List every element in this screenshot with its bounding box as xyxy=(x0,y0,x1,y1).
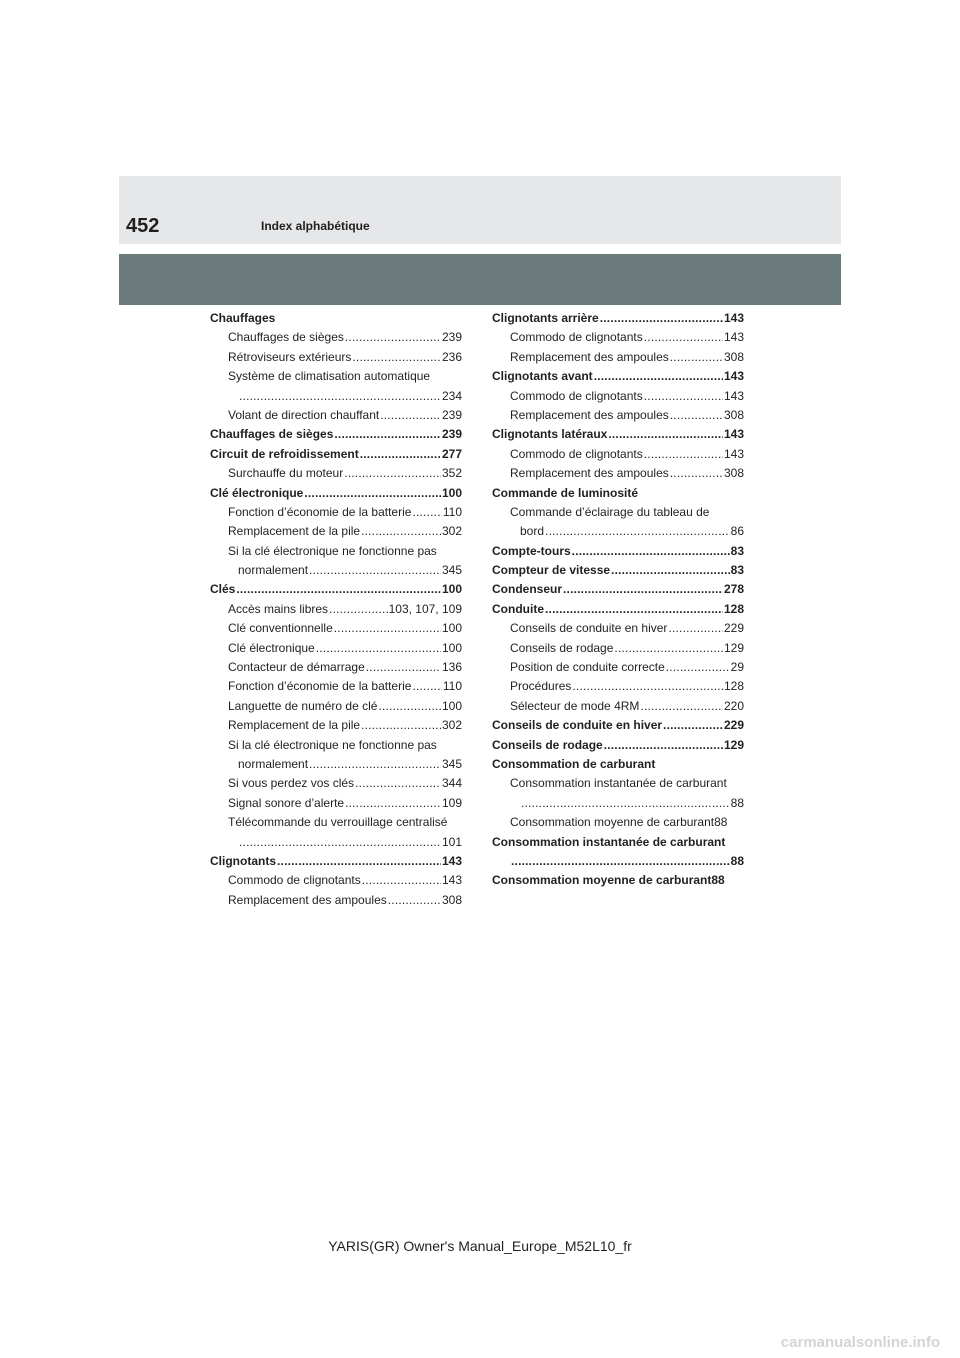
index-entry-term: normalement xyxy=(238,756,309,771)
index-entry xyxy=(492,600,744,619)
index-entry-term: Commodo de clignotants xyxy=(510,388,643,403)
index-entry xyxy=(210,697,462,716)
index-entry-term: Commodo de clignotants xyxy=(228,873,361,888)
index-entry-term: Remplacement de la pile xyxy=(228,524,361,539)
index-entry xyxy=(210,755,462,774)
leader-dots xyxy=(366,658,441,677)
index-entry-page: 29 xyxy=(730,660,744,675)
leader-dots xyxy=(344,464,441,483)
index-entry-term: Consommation moyenne de carburant xyxy=(492,873,712,888)
index-entry xyxy=(210,580,462,599)
leader-dots xyxy=(380,406,441,425)
index-entry xyxy=(210,445,462,464)
leader-dots xyxy=(521,794,730,813)
index-entry xyxy=(492,794,744,813)
leader-dots xyxy=(355,774,441,793)
index-entry-page: 345 xyxy=(441,756,462,771)
leader-dots xyxy=(644,445,723,464)
index-entry-term: Remplacement de la pile xyxy=(228,718,361,733)
index-entry-page: 100 xyxy=(441,621,462,636)
leader-dots xyxy=(644,387,723,406)
index-entry-page: 308 xyxy=(441,892,462,907)
leader-dots xyxy=(640,697,723,716)
section-banner xyxy=(119,254,841,305)
index-entry xyxy=(210,561,462,580)
leader-dots xyxy=(309,755,441,774)
index-entry xyxy=(492,716,744,735)
index-entry-page: 100 xyxy=(441,582,462,597)
leader-dots xyxy=(545,600,723,619)
index-column-left xyxy=(210,309,462,910)
leader-dots xyxy=(666,658,730,677)
index-entry-term: Chauffages de sièges xyxy=(228,330,344,345)
leader-dots xyxy=(334,619,441,638)
index-entry-page: 136 xyxy=(441,660,462,675)
index-entry xyxy=(492,425,744,444)
index-entry-page: 239 xyxy=(441,427,462,442)
leader-dots xyxy=(511,852,730,871)
index-entry xyxy=(492,445,744,464)
index-entry-term: Sélecteur de mode 4RM xyxy=(510,698,640,713)
leader-dots xyxy=(239,833,441,852)
index-entry-page: 110 xyxy=(442,504,462,519)
leader-dots xyxy=(572,677,723,696)
leader-dots xyxy=(545,522,730,541)
index-entry-term: Procédures xyxy=(510,679,572,694)
index-entry-page: 220 xyxy=(723,698,744,713)
index-entry-term: Clé conventionnelle xyxy=(228,621,333,636)
index-entry-page: 143 xyxy=(441,873,462,888)
index-entry xyxy=(210,425,462,444)
page-number: 452 xyxy=(126,215,160,237)
leader-dots xyxy=(239,387,441,406)
leader-dots xyxy=(334,425,441,444)
index-entry-page: 278 xyxy=(723,582,744,597)
leader-dots xyxy=(668,619,723,638)
index-entry xyxy=(210,774,462,793)
index-entry-term: Chauffages de sièges xyxy=(210,427,334,442)
index-entry-page: 236 xyxy=(441,349,462,364)
index-entry-term: Commodo de clignotants xyxy=(510,330,643,345)
leader-dots xyxy=(304,484,441,503)
index-entry-term: Télécommande du verrouillage centralisé xyxy=(228,815,448,830)
header-band xyxy=(119,176,841,244)
leader-dots xyxy=(352,348,441,367)
index-entry-term: Conseils de conduite en hiver xyxy=(492,718,663,733)
index-entry-page: 239 xyxy=(441,407,462,422)
index-entry-page: 83 xyxy=(730,563,744,578)
index-entry xyxy=(210,891,462,910)
index-entry-term: Consommation de carburant xyxy=(492,756,656,771)
index-entry-page: 308 xyxy=(723,407,744,422)
leader-dots xyxy=(345,328,441,347)
index-entry xyxy=(492,328,744,347)
index-entry xyxy=(210,522,462,541)
leader-dots xyxy=(378,697,441,716)
index-entry xyxy=(210,503,462,522)
index-entry-term: Système de climatisation automatique xyxy=(228,369,431,384)
index-entry-term: Commodo de clignotants xyxy=(510,446,643,461)
index-entry-page: 234 xyxy=(441,388,462,403)
index-entry-term: Clé électronique xyxy=(228,640,315,655)
index-entry-page: 143 xyxy=(723,330,744,345)
index-entry xyxy=(210,542,462,561)
index-entry-page: 101 xyxy=(441,834,462,849)
index-entry-term: Clignotants avant xyxy=(492,369,593,384)
index-entry-term: Clignotants xyxy=(210,853,276,868)
index-entry-term: Si vous perdez vos clés xyxy=(228,776,355,791)
index-entry-term: Remplacement des ampoules xyxy=(510,466,669,481)
index-entry xyxy=(492,813,744,832)
index-entry-page: 344 xyxy=(441,776,462,791)
index-entry-term: Chauffages xyxy=(210,311,276,325)
index-entry-page: 143 xyxy=(723,369,744,384)
index-entry-term: Surchauffe du moteur xyxy=(228,466,344,481)
index-entry xyxy=(492,852,744,871)
leader-dots xyxy=(600,309,723,328)
index-entry-term: Contacteur de démarrage xyxy=(228,660,365,675)
index-entry-page: 229 xyxy=(723,718,744,733)
index-entry xyxy=(210,813,462,832)
index-entry-page: 143 xyxy=(723,311,744,325)
leader-dots xyxy=(670,464,723,483)
index-entry-page: 308 xyxy=(723,466,744,481)
index-entry-term: Consommation instantanée de carburant xyxy=(510,776,727,791)
leader-dots xyxy=(604,736,723,755)
index-entry xyxy=(492,774,744,793)
leader-dots xyxy=(611,561,730,580)
leader-dots xyxy=(345,794,441,813)
index-entry-page: 143 xyxy=(723,446,744,461)
index-entry xyxy=(210,309,462,328)
index-entry-term: Circuit de refroidissement xyxy=(210,446,359,461)
leader-dots xyxy=(309,561,441,580)
index-entry xyxy=(492,833,744,852)
index-entry-page: 229 xyxy=(723,621,744,636)
index-entry xyxy=(492,677,744,696)
index-entry-term: Consommation moyenne de carburant xyxy=(510,815,715,830)
index-entry-term: Signal sonore d’alerte xyxy=(228,795,345,810)
index-entry-term: Position de conduite correcte xyxy=(510,660,665,675)
index-entry-page: 352 xyxy=(441,466,462,481)
index-entry-page: 88 xyxy=(711,873,725,888)
index-entry-page: 308 xyxy=(723,349,744,364)
leader-dots xyxy=(614,639,723,658)
leader-dots xyxy=(563,580,723,599)
index-entry-term: Compte-tours xyxy=(492,543,571,558)
index-entry-page: 103, 107, 109 xyxy=(388,601,462,616)
index-entry xyxy=(210,794,462,813)
index-entry-page: 110 xyxy=(442,679,462,694)
index-entry-page: 88 xyxy=(730,853,744,868)
index-entry-page: 143 xyxy=(723,388,744,403)
index-entry-page: 83 xyxy=(730,543,744,558)
index-entry-page: 239 xyxy=(441,330,462,345)
index-column-right xyxy=(492,309,744,891)
index-entry xyxy=(210,348,462,367)
leader-dots xyxy=(644,328,723,347)
index-entry-term: Remplacement des ampoules xyxy=(510,407,669,422)
index-entry-term: Conseils de rodage xyxy=(510,640,614,655)
index-entry-page: 100 xyxy=(441,485,462,500)
leader-dots xyxy=(277,852,441,871)
index-entry xyxy=(492,736,744,755)
leader-dots xyxy=(361,716,441,735)
index-entry-page: 129 xyxy=(723,737,744,752)
index-entry xyxy=(210,367,462,386)
index-entry xyxy=(492,406,744,425)
leader-dots xyxy=(361,522,441,541)
index-entry xyxy=(210,464,462,483)
index-entry xyxy=(492,639,744,658)
leader-dots xyxy=(316,639,441,658)
leader-dots xyxy=(412,503,441,522)
index-entry xyxy=(492,871,744,890)
index-entry xyxy=(210,328,462,347)
index-entry-page: 88 xyxy=(730,795,744,810)
section-title: Index alphabétique xyxy=(261,219,370,233)
leader-dots xyxy=(329,600,388,619)
leader-dots xyxy=(663,716,723,735)
leader-dots xyxy=(608,425,723,444)
index-entry xyxy=(210,677,462,696)
leader-dots xyxy=(670,406,723,425)
index-entry xyxy=(210,619,462,638)
index-entry xyxy=(210,406,462,425)
index-entry xyxy=(210,716,462,735)
index-entry xyxy=(210,387,462,406)
index-entry-page: 302 xyxy=(441,524,462,539)
index-entry xyxy=(210,833,462,852)
index-entry-page: 345 xyxy=(441,563,462,578)
index-entry xyxy=(492,367,744,386)
index-entry xyxy=(210,600,462,619)
index-entry-term: Volant de direction chauffant xyxy=(228,407,380,422)
index-entry xyxy=(492,658,744,677)
index-entry-page: 143 xyxy=(441,853,462,868)
index-entry xyxy=(492,484,744,503)
index-entry-term: Clé électronique xyxy=(210,485,304,500)
leader-dots xyxy=(670,348,723,367)
footer-manual-name: YARIS(GR) Owner's Manual_Europe_M52L10_fr xyxy=(328,1238,632,1254)
index-entry xyxy=(210,484,462,503)
leader-dots xyxy=(594,367,723,386)
watermark: carmanualsonline.info xyxy=(780,1334,940,1351)
leader-dots xyxy=(362,871,441,890)
index-entry xyxy=(492,387,744,406)
index-entry-term: Si la clé électronique ne fonctionne pas xyxy=(228,543,437,558)
index-entry-term: Clignotants arrière xyxy=(492,311,599,325)
index-entry-term: bord xyxy=(520,524,545,539)
index-entry xyxy=(492,561,744,580)
leader-dots xyxy=(412,677,441,696)
index-entry xyxy=(492,464,744,483)
index-entry-term: Fonction d’économie de la batterie xyxy=(228,679,412,694)
index-entry xyxy=(210,658,462,677)
index-entry-term: Commande de luminosité xyxy=(492,485,639,500)
index-entry-term: Accès mains libres xyxy=(228,601,329,616)
index-entry-term: Remplacement des ampoules xyxy=(228,892,387,907)
index-entry-term: Conseils de conduite en hiver xyxy=(510,621,668,636)
index-entry-term: Conseils de rodage xyxy=(492,737,603,752)
index-entry-page: 109 xyxy=(441,795,462,810)
index-entry-page: 88 xyxy=(714,815,728,830)
index-entry xyxy=(210,852,462,871)
index-entry-page: 277 xyxy=(441,446,462,461)
index-entry-term: Fonction d’économie de la batterie xyxy=(228,504,412,519)
index-entry-term: Commande d’éclairage du tableau de xyxy=(510,504,710,519)
index-entry xyxy=(210,871,462,890)
index-entry-term: Condenseur xyxy=(492,582,563,597)
leader-dots xyxy=(360,445,441,464)
index-entry-term: Compteur de vitesse xyxy=(492,563,611,578)
index-entry-term: Rétroviseurs extérieurs xyxy=(228,349,352,364)
index-entry-term: Si la clé électronique ne fonctionne pas xyxy=(228,737,437,752)
index-entry xyxy=(492,580,744,599)
leader-dots xyxy=(236,580,441,599)
index-entry-page: 129 xyxy=(723,640,744,655)
index-entry xyxy=(492,348,744,367)
index-entry-term: Languette de numéro de clé xyxy=(228,698,378,713)
leader-dots xyxy=(572,542,730,561)
index-entry xyxy=(492,309,744,328)
index-entry xyxy=(492,619,744,638)
index-entry xyxy=(492,697,744,716)
index-entry xyxy=(492,522,744,541)
index-entry-page: 302 xyxy=(441,718,462,733)
index-entry-page: 143 xyxy=(723,427,744,442)
index-entry-page: 128 xyxy=(723,601,744,616)
index-entry-page: 100 xyxy=(441,640,462,655)
index-entry-page: 100 xyxy=(441,698,462,713)
index-entry xyxy=(210,639,462,658)
index-entry-term: Clignotants latéraux xyxy=(492,427,608,442)
leader-dots xyxy=(388,891,441,910)
index-entry-term: Clés xyxy=(210,582,236,597)
index-entry-term: Remplacement des ampoules xyxy=(510,349,669,364)
index-entry-page: 86 xyxy=(730,524,744,539)
index-entry-term: Consommation instantanée de carburant xyxy=(492,834,726,849)
index-entry-term: normalement xyxy=(238,563,309,578)
index-entry xyxy=(492,503,744,522)
index-entry-term: Conduite xyxy=(492,601,544,616)
index-entry-page: 128 xyxy=(723,679,744,694)
index-entry xyxy=(492,542,744,561)
index-entry xyxy=(210,736,462,755)
index-entry xyxy=(492,755,744,774)
